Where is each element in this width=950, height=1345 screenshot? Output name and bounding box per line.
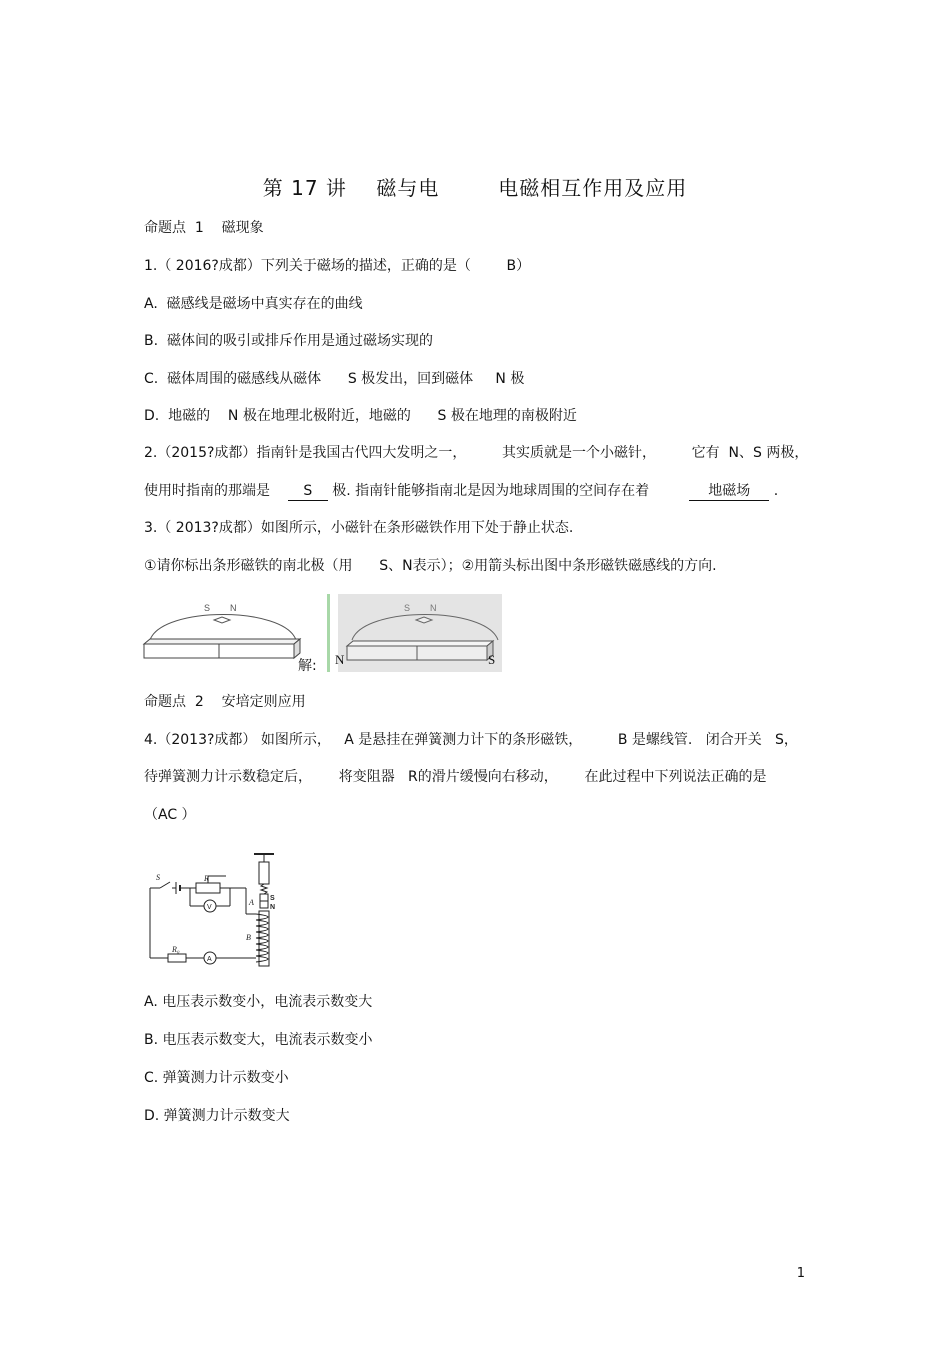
q4-option-d: D. 弹簧测力计示数变大 (144, 1108, 290, 1124)
q3-instructions: ①请你标出条形磁铁的南北极（用 S、N表示）；②用箭头标出图中条形磁铁磁感线的方向. (144, 558, 717, 574)
q2-line2 (144, 481, 778, 501)
circuit-voltmeter-label: V (207, 904, 212, 911)
q4-line2: 待弹簧测力计示数稳定后， 将变阻器 R的滑片缓慢向右移动， 在此过程中下列说法正确的是 (144, 769, 767, 785)
q3-answer-figure (335, 594, 502, 672)
q1-option-d: D. 地磁的 N 极在地理北极附近，地磁的 S 极在地理的南极附近 (144, 408, 577, 424)
q4-option-b: B. 电压表示数变大，电流表示数变小 (144, 1032, 373, 1048)
q4-line1: 4.（2013?成都） 如图所示， A 是悬挂在弹簧测力计下的条形磁铁， B 是螺线管. 闭合开关 S， (144, 732, 798, 748)
q3-magnet-figure (144, 594, 304, 672)
q3-answer-needle-s: S (404, 603, 411, 613)
circuit-switch-label: S (156, 873, 160, 882)
q3-answer-pole-s: S (488, 652, 496, 667)
q3-needle-n-label: N (230, 603, 237, 613)
page-title: 第 17 讲 磁与电 电磁相互作用及应用 (262, 176, 688, 200)
circuit-magnet-label: A (249, 898, 254, 907)
q2-text-b: 极. 指南针能够指南北是因为地球周围的空间存在着 (332, 483, 650, 499)
q2-blank-2: 地磁场 (689, 482, 769, 501)
circuit-pole-s: S (270, 895, 275, 902)
q1-option-a: A. 磁感线是磁场中真实存在的曲线 (144, 296, 363, 312)
circuit-solenoid-label: B (246, 933, 251, 942)
q4-option-c: C. 弹簧测力计示数变小 (144, 1070, 289, 1086)
q2-text-a: 使用时指南的那端是 (144, 483, 270, 499)
divider (327, 594, 330, 672)
q1-option-c: C. 磁体周围的磁感线从磁体 S 极发出，回到磁体 N 极 (144, 371, 525, 387)
q2-text-c: . (773, 483, 779, 499)
circuit-pole-n: N (270, 904, 276, 911)
q4-option-a: A. 电压表示数变小，电流表示数变大 (144, 994, 373, 1010)
q3-answer-needle-n: N (430, 603, 437, 613)
q4-line3: （AC ） (144, 807, 196, 823)
section-heading-2: 命题点 2 安培定则应用 (144, 694, 306, 710)
page-number: 1 (796, 1266, 805, 1281)
circuit-rheostat-label: R (204, 874, 209, 883)
q1-option-b: B. 磁体间的吸引或排斥作用是通过磁场实现的 (144, 333, 433, 349)
q1-stem: 1.（ 2016?成都）下列关于磁场的描述，正确的是（ B） (144, 258, 531, 274)
q4-circuit-figure (146, 850, 286, 972)
q2-blank-1: S (288, 482, 328, 501)
section-heading-1: 命题点 1 磁现象 (144, 220, 264, 236)
circuit-resistor-label: R₀ (172, 945, 180, 954)
q3-stem: 3.（ 2013?成都）如图所示，小磁针在条形磁铁作用下处于静止状态. (144, 520, 574, 536)
q2-line1: 2.（2015?成都）指南针是我国古代四大发明之一， 其实质就是一个小磁针， 它有 N、S 两极， (144, 445, 809, 461)
q3-answer-label: 解: (298, 658, 317, 674)
circuit-ammeter-label: A (207, 956, 212, 963)
q3-answer-pole-n: N (335, 652, 345, 667)
q3-needle-s-label: S (204, 603, 211, 613)
